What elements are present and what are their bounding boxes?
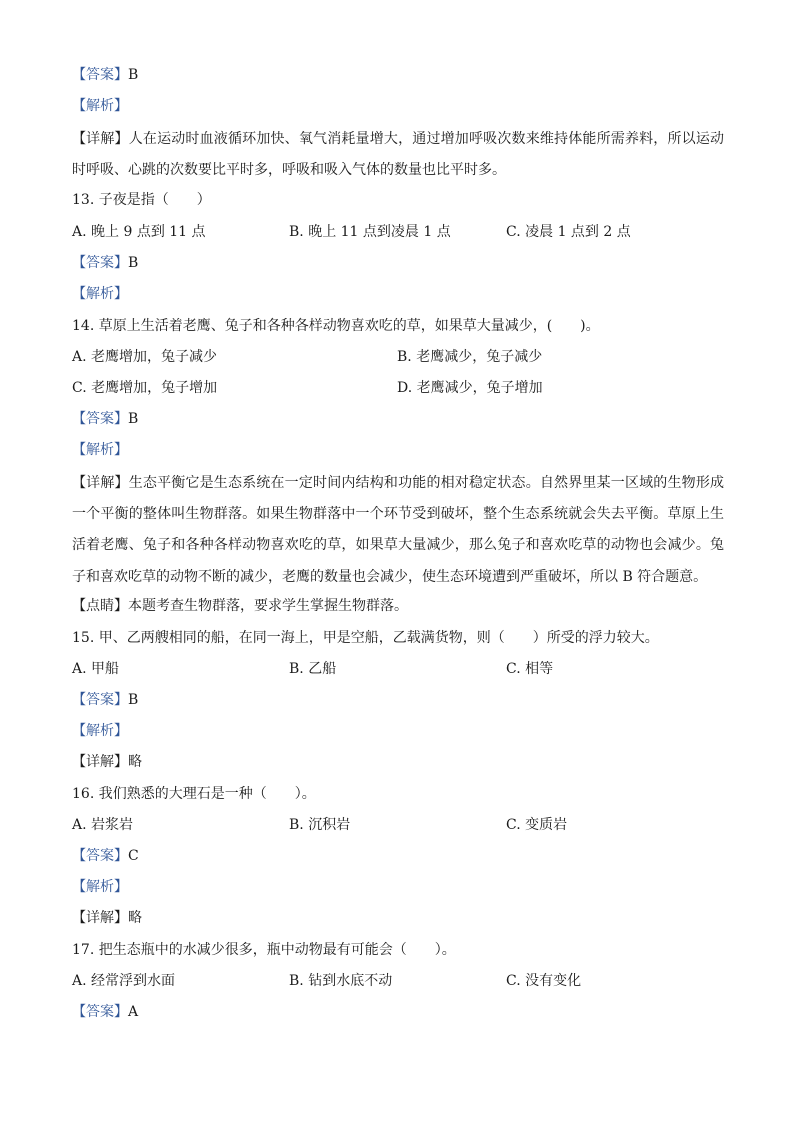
q16-detail: 略: [128, 910, 142, 926]
q12-detail: [72, 124, 724, 186]
answer-tag: 【答案】: [72, 692, 128, 708]
q14-option-a: A. 老鹰增加，兔子减少: [72, 349, 218, 365]
q14-comment-line: [72, 596, 408, 616]
q13-analysis-line: [72, 284, 128, 304]
comment-tag: 【点睛】: [72, 598, 128, 614]
q14-option-d: D. 老鹰减少，兔子增加: [397, 380, 543, 396]
detail-tag: 【详解】: [72, 910, 128, 926]
q14-comment: 本题考查生物群落，要求学生掌握生物群落。: [128, 598, 408, 614]
analysis-tag: 【解析】: [72, 879, 128, 895]
analysis-tag: 【解析】: [72, 723, 128, 739]
q14-detail-text: 生态平衡它是生态系统在一定时间内结构和功能的相对稳定状态。自然界里某一区域的生物形成一个平衡的整体叫生物群落。如果生物群落中一个环节受到破坏，整个生态系统就会失去平衡。草原上生活着老鹰、兔子和各种各样动物喜欢吃的草，如果草大量减少，那么兔子和喜欢吃草的动物也会减少。兔子和喜欢吃草的动物不断的减少，老鹰的数量也会减少，使生态环境遭到严重破坏，所以 B 符合题意。: [72, 475, 725, 585]
q17-answer-line: [72, 1002, 138, 1022]
answer-tag: 【答案】: [72, 255, 128, 271]
analysis-tag: 【解析】: [72, 98, 128, 114]
answer-tag: 【答案】: [72, 848, 128, 864]
q15-stem: 15. 甲、乙两艘相同的船，在同一海上，甲是空船，乙载满货物，则（ ）所受的浮力较大。: [72, 630, 659, 646]
answer-tag: 【答案】: [72, 67, 128, 83]
detail-tag: 【详解】: [72, 754, 128, 770]
q13-answer: B: [128, 255, 139, 271]
answer-tag: 【答案】: [72, 411, 128, 427]
q14-option-b: B. 老鹰减少，兔子减少: [397, 349, 543, 365]
q13-stem: 13. 子夜是指（ ）: [72, 192, 211, 208]
q16-answer: C: [128, 848, 139, 864]
q12-answer: B: [128, 67, 139, 83]
q13-option-c: C. 凌晨 1 点到 2 点: [506, 224, 631, 240]
q15-option-a: A. 甲船: [72, 661, 120, 677]
q14-answer: B: [128, 411, 139, 427]
q17-stem: 17. 把生态瓶中的水减少很多，瓶中动物最有可能会（ ）。: [72, 942, 456, 958]
q14-analysis-line: [72, 440, 128, 460]
answer-tag: 【答案】: [72, 1004, 128, 1020]
q17-option-c: C. 没有变化: [506, 973, 582, 989]
q15-answer: B: [128, 692, 139, 708]
detail-tag: 【详解】: [72, 475, 129, 491]
q17-answer: A: [128, 1004, 139, 1020]
detail-tag: 【详解】: [72, 131, 129, 147]
q16-answer-line: [72, 846, 139, 866]
q14-answer-line: [72, 409, 138, 429]
q13-option-a: A. 晚上 9 点到 11 点: [72, 224, 206, 240]
q12-analysis-line: [72, 96, 128, 116]
q15-option-b: B. 乙船: [289, 661, 337, 677]
q15-detail-line: [72, 752, 142, 772]
q12-answer-line: [72, 65, 138, 85]
q16-option-c: C. 变质岩: [506, 817, 568, 833]
q14-stem: 14. 草原上生活着老鹰、兔子和各种各样动物喜欢吃的草，如果草大量减少，( )。: [72, 318, 600, 334]
analysis-tag: 【解析】: [72, 286, 128, 302]
q16-analysis-line: [72, 877, 128, 897]
q16-stem: 16. 我们熟悉的大理石是一种（ ）。: [72, 786, 316, 802]
q17-option-a: A. 经常浮到水面: [72, 973, 176, 989]
q14-option-c: C. 老鹰增加，兔子增加: [72, 380, 218, 396]
analysis-tag: 【解析】: [72, 442, 128, 458]
q16-detail-line: [72, 908, 142, 928]
q14-detail: [72, 468, 724, 593]
q16-option-a: A. 岩浆岩: [72, 817, 134, 833]
q15-option-c: C. 相等: [506, 661, 554, 677]
q12-detail-text: 人在运动时血液循环加快、氧气消耗量增大，通过增加呼吸次数来维持体能所需养料，所以运动时呼吸、心跳的次数要比平时多，呼吸和吸入气体的数量也比平时多。: [72, 131, 725, 179]
q16-option-b: B. 沉积岩: [289, 817, 351, 833]
q15-detail: 略: [128, 754, 142, 770]
q15-analysis-line: [72, 721, 128, 741]
q15-answer-line: [72, 690, 138, 710]
q13-answer-line: [72, 253, 138, 273]
q17-option-b: B. 钻到水底不动: [289, 973, 393, 989]
q13-option-b: B. 晚上 11 点到凌晨 1 点: [289, 224, 451, 240]
